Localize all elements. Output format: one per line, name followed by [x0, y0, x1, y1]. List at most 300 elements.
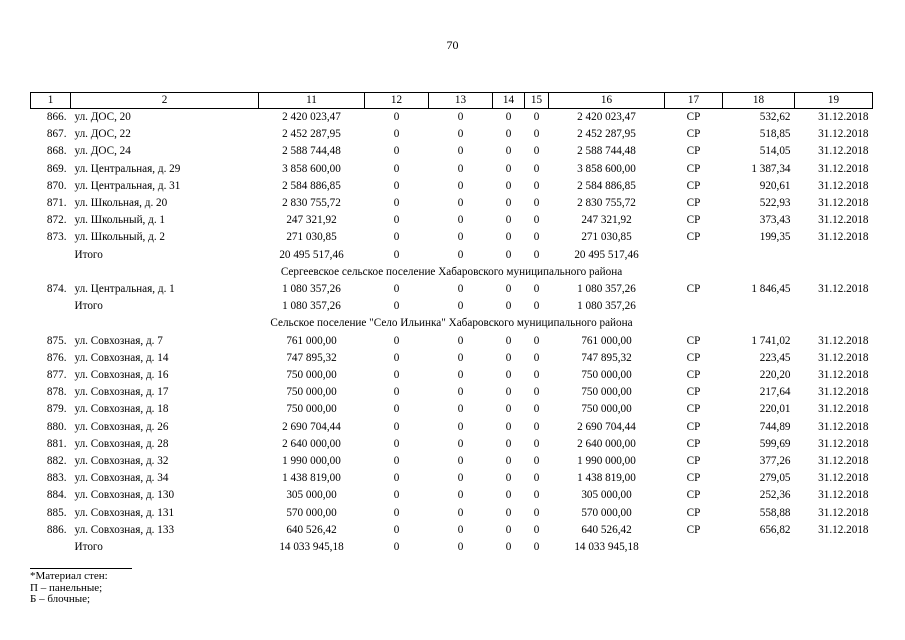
address-cell: ул. Совхозная, д. 7: [74, 334, 163, 347]
table-row: [31, 281, 873, 298]
total-empty-cell: [723, 247, 795, 264]
wall-material-cell: СР: [686, 506, 701, 519]
value-col-14: 0: [505, 283, 512, 296]
wall-material-cell: СР: [686, 420, 701, 433]
value-col-13: 0: [457, 334, 464, 347]
row-number: 867.: [46, 128, 67, 141]
value-col-13: 0: [457, 523, 464, 536]
address-cell: ул. ДОС, 20: [74, 111, 131, 123]
column-header: 12: [365, 93, 429, 109]
table-row: [31, 126, 873, 143]
date-cell: 31.12.2018: [818, 351, 869, 364]
area-cell: 279,05: [759, 472, 791, 485]
value-col-15: 0: [533, 179, 540, 192]
table-row: [31, 333, 873, 350]
area-cell: 599,69: [759, 437, 791, 450]
value-col-13: 0: [457, 437, 464, 450]
date-cell: 31.12.2018: [818, 179, 869, 192]
value-col-13: 0: [457, 420, 464, 433]
wall-material-cell: СР: [686, 111, 701, 123]
value-col-11: 1 080 357,26: [282, 283, 341, 296]
value-col-16: 750 000,00: [581, 403, 632, 416]
total-empty-cell: [665, 298, 723, 315]
value-col-14: 0: [505, 231, 512, 244]
row-number: 881.: [46, 437, 67, 450]
date-cell: 31.12.2018: [818, 523, 869, 536]
value-col-11: 750 000,00: [286, 386, 337, 399]
value-col-14: 0: [505, 369, 512, 382]
value-col-16: 2 584 886,85: [577, 179, 636, 192]
value-col-15: 0: [533, 145, 540, 158]
area-cell: 220,01: [759, 403, 791, 416]
area-cell: 1 387,34: [751, 162, 791, 175]
value-col-15: 0: [533, 214, 540, 227]
row-number: 869.: [46, 162, 67, 175]
wall-material-cell: СР: [686, 231, 701, 244]
column-header: 14: [493, 93, 525, 109]
value-col-16: 1 080 357,26: [577, 283, 636, 296]
area-cell: 558,88: [759, 506, 791, 519]
row-number: 871.: [46, 197, 67, 210]
total-col-14: 0: [505, 248, 512, 261]
area-cell: 217,64: [759, 386, 791, 399]
wall-material-cell: СР: [686, 403, 701, 416]
value-col-14: 0: [505, 506, 512, 519]
footnote-divider: [30, 568, 132, 569]
value-col-15: 0: [533, 472, 540, 485]
value-col-15: 0: [533, 489, 540, 502]
row-number: 870.: [46, 179, 67, 192]
area-cell: 656,82: [759, 523, 791, 536]
value-col-15: 0: [533, 437, 540, 450]
total-col-16: 1 080 357,26: [577, 300, 636, 313]
value-col-16: 305 000,00: [581, 489, 632, 502]
total-empty-cell: [795, 539, 873, 556]
value-col-11: 640 526,42: [286, 523, 337, 536]
value-col-11: 1 438 819,00: [282, 472, 341, 485]
total-col-11: 1 080 357,26: [282, 300, 341, 313]
date-cell: 31.12.2018: [818, 283, 869, 296]
area-cell: 532,62: [759, 111, 791, 123]
value-col-11: 2 640 000,00: [282, 437, 341, 450]
value-col-13: 0: [457, 179, 464, 192]
wall-material-cell: СР: [686, 369, 701, 382]
row-number: 879.: [46, 403, 67, 416]
value-col-11: 2 420 023,47: [282, 111, 341, 123]
total-col-14: 0: [505, 300, 512, 313]
value-col-14: 0: [505, 214, 512, 227]
total-row: [31, 539, 873, 556]
address-cell: ул. Совхозная, д. 131: [74, 506, 175, 519]
value-col-16: 2 690 704,44: [577, 420, 636, 433]
total-empty-cell: [665, 539, 723, 556]
value-col-12: 0: [393, 283, 400, 296]
table-row: [31, 436, 873, 453]
value-col-12: 0: [393, 420, 400, 433]
area-cell: 744,89: [759, 420, 791, 433]
value-col-14: 0: [505, 334, 512, 347]
total-row: [31, 298, 873, 315]
value-col-16: 2 420 023,47: [577, 111, 636, 123]
value-col-12: 0: [393, 506, 400, 519]
total-col-16: 20 495 517,46: [574, 248, 639, 261]
value-col-11: 3 858 600,00: [282, 162, 341, 175]
column-header: 11: [259, 93, 365, 109]
value-col-15: 0: [533, 420, 540, 433]
column-header: 18: [723, 93, 795, 109]
value-col-14: 0: [505, 145, 512, 158]
row-number: 880.: [46, 420, 67, 433]
area-cell: 220,20: [759, 369, 791, 382]
footnote-line: *Материал стен:: [30, 570, 108, 582]
value-col-15: 0: [533, 283, 540, 296]
value-col-11: 2 690 704,44: [282, 420, 341, 433]
value-col-11: 247 321,92: [286, 214, 337, 227]
value-col-12: 0: [393, 455, 400, 468]
value-col-13: 0: [457, 472, 464, 485]
address-cell: ул. ДОС, 24: [74, 145, 131, 158]
row-number: 884.: [46, 489, 67, 502]
value-col-12: 0: [393, 162, 400, 175]
area-cell: 518,85: [759, 128, 791, 141]
header-row: [31, 93, 873, 109]
row-number: 885.: [46, 506, 67, 519]
section-title: Сергеевское сельское поселение Хабаровского муниципального района: [280, 265, 623, 278]
total-col-11: 14 033 945,18: [279, 541, 344, 554]
row-number: 886.: [46, 523, 67, 536]
table-body: [31, 109, 873, 557]
page-number: 70: [446, 38, 459, 52]
row-number: 877.: [46, 369, 67, 382]
area-cell: 522,93: [759, 197, 791, 210]
wall-material-cell: СР: [686, 162, 701, 175]
total-row-number-empty: [31, 298, 71, 315]
value-col-15: 0: [533, 162, 540, 175]
total-col-15: 0: [533, 300, 540, 313]
value-col-14: 0: [505, 455, 512, 468]
address-cell: ул. Совхозная, д. 16: [74, 369, 169, 382]
date-cell: 31.12.2018: [818, 386, 869, 399]
value-col-14: 0: [505, 111, 512, 123]
row-number: 874.: [46, 283, 67, 296]
row-number: 866.: [46, 111, 67, 123]
value-col-15: 0: [533, 351, 540, 364]
value-col-13: 0: [457, 197, 464, 210]
address-cell: ул. Центральная, д. 31: [74, 179, 181, 192]
total-row: [31, 247, 873, 264]
table-row: [31, 161, 873, 178]
value-col-15: 0: [533, 386, 540, 399]
date-cell: 31.12.2018: [818, 437, 869, 450]
table-row: [31, 350, 873, 367]
total-label: Итого: [74, 248, 103, 261]
wall-material-cell: СР: [686, 386, 701, 399]
table-row: [31, 229, 873, 246]
total-col-16: 14 033 945,18: [574, 541, 639, 554]
value-col-13: 0: [457, 145, 464, 158]
total-row-number-empty: [31, 539, 71, 556]
date-cell: 31.12.2018: [818, 111, 869, 123]
column-header: 16: [549, 93, 665, 109]
value-col-12: 0: [393, 334, 400, 347]
value-col-11: 2 452 287,95: [282, 128, 341, 141]
total-empty-cell: [795, 298, 873, 315]
value-col-13: 0: [457, 403, 464, 416]
value-col-12: 0: [393, 403, 400, 416]
date-cell: 31.12.2018: [818, 214, 869, 227]
area-cell: 1 846,45: [751, 283, 791, 296]
value-col-15: 0: [533, 111, 540, 123]
table-row: [31, 419, 873, 436]
section-title-row: [31, 264, 873, 281]
date-cell: 31.12.2018: [818, 506, 869, 519]
area-cell: 199,35: [759, 231, 791, 244]
area-cell: 514,05: [759, 145, 791, 158]
wall-material-cell: СР: [686, 214, 701, 227]
date-cell: 31.12.2018: [818, 489, 869, 502]
value-col-15: 0: [533, 455, 540, 468]
wall-material-cell: СР: [686, 128, 701, 141]
value-col-12: 0: [393, 369, 400, 382]
row-number: 872.: [46, 214, 67, 227]
value-col-16: 761 000,00: [581, 334, 632, 347]
area-cell: 377,26: [759, 455, 791, 468]
value-col-16: 2 640 000,00: [577, 437, 636, 450]
column-header: 1: [31, 93, 71, 109]
row-number: 868.: [46, 145, 67, 158]
value-col-13: 0: [457, 489, 464, 502]
total-label: Итого: [74, 300, 103, 313]
value-col-16: 570 000,00: [581, 506, 632, 519]
value-col-16: 2 830 755,72: [577, 197, 636, 210]
value-col-12: 0: [393, 472, 400, 485]
row-number: 883.: [46, 472, 67, 485]
total-row-number-empty: [31, 247, 71, 264]
value-col-13: 0: [457, 128, 464, 141]
value-col-12: 0: [393, 351, 400, 364]
value-col-14: 0: [505, 179, 512, 192]
address-cell: ул. ДОС, 22: [74, 128, 131, 141]
address-cell: ул. Центральная, д. 1: [74, 283, 175, 296]
value-col-16: 1 990 000,00: [577, 455, 636, 468]
address-cell: ул. Совхозная, д. 18: [74, 403, 169, 416]
table-row: [31, 522, 873, 539]
value-col-11: 750 000,00: [286, 403, 337, 416]
total-col-12: 0: [393, 541, 400, 554]
total-col-14: 0: [505, 541, 512, 554]
total-empty-cell: [723, 539, 795, 556]
value-col-11: 2 584 886,85: [282, 179, 341, 192]
wall-material-cell: СР: [686, 523, 701, 536]
date-cell: 31.12.2018: [818, 369, 869, 382]
table-row: [31, 109, 873, 127]
value-col-11: 2 830 755,72: [282, 197, 341, 210]
value-col-12: 0: [393, 437, 400, 450]
row-number: 876.: [46, 351, 67, 364]
value-col-14: 0: [505, 403, 512, 416]
date-cell: 31.12.2018: [818, 231, 869, 244]
value-col-15: 0: [533, 197, 540, 210]
value-col-16: 750 000,00: [581, 369, 632, 382]
value-col-16: 640 526,42: [581, 523, 632, 536]
total-col-13: 0: [457, 300, 464, 313]
wall-material-cell: СР: [686, 145, 701, 158]
value-col-14: 0: [505, 489, 512, 502]
value-col-13: 0: [457, 111, 464, 123]
value-col-16: 2 588 744,48: [577, 145, 636, 158]
value-col-11: 305 000,00: [286, 489, 337, 502]
value-col-14: 0: [505, 420, 512, 433]
value-col-11: 1 990 000,00: [282, 455, 341, 468]
footnote: [30, 568, 132, 606]
value-col-16: 1 438 819,00: [577, 472, 636, 485]
value-col-15: 0: [533, 231, 540, 244]
column-header: 17: [665, 93, 723, 109]
footnote-line: П – панельные;: [30, 581, 103, 594]
value-col-16: 747 895,32: [581, 351, 632, 364]
total-empty-cell: [795, 247, 873, 264]
area-cell: 920,61: [759, 179, 791, 192]
date-cell: 31.12.2018: [818, 162, 869, 175]
row-number: 878.: [46, 386, 67, 399]
date-cell: 31.12.2018: [818, 455, 869, 468]
table-row: [31, 505, 873, 522]
total-col-11: 20 495 517,46: [279, 248, 344, 261]
address-cell: ул. Совхозная, д. 32: [74, 455, 169, 468]
value-col-15: 0: [533, 334, 540, 347]
wall-material-cell: СР: [686, 455, 701, 468]
value-col-16: 2 452 287,95: [577, 128, 636, 141]
address-cell: ул. Совхозная, д. 133: [74, 523, 175, 536]
table-row: [31, 212, 873, 229]
value-col-13: 0: [457, 386, 464, 399]
address-cell: ул. Центральная, д. 29: [74, 162, 181, 175]
value-col-14: 0: [505, 128, 512, 141]
value-col-15: 0: [533, 506, 540, 519]
value-col-15: 0: [533, 369, 540, 382]
date-cell: 31.12.2018: [818, 197, 869, 210]
area-cell: 1 741,02: [751, 334, 791, 347]
date-cell: 31.12.2018: [818, 420, 869, 433]
wall-material-cell: СР: [686, 283, 701, 296]
value-col-13: 0: [457, 162, 464, 175]
date-cell: 31.12.2018: [818, 334, 869, 347]
value-col-16: 3 858 600,00: [577, 162, 636, 175]
table-row: [31, 470, 873, 487]
value-col-13: 0: [457, 506, 464, 519]
column-header: 19: [795, 93, 873, 109]
value-col-12: 0: [393, 523, 400, 536]
value-col-11: 747 895,32: [286, 351, 337, 364]
date-cell: 31.12.2018: [818, 128, 869, 141]
value-col-11: 2 588 744,48: [282, 145, 341, 158]
value-col-15: 0: [533, 523, 540, 536]
address-cell: ул. Школьный, д. 2: [74, 231, 166, 244]
value-col-12: 0: [393, 231, 400, 244]
table-row: [31, 178, 873, 195]
row-number: 875.: [46, 334, 67, 347]
total-col-13: 0: [457, 248, 464, 261]
value-col-14: 0: [505, 386, 512, 399]
value-col-12: 0: [393, 386, 400, 399]
value-col-11: 271 030,85: [286, 231, 337, 244]
area-cell: 223,45: [759, 351, 791, 364]
wall-material-cell: СР: [686, 197, 701, 210]
value-col-16: 750 000,00: [581, 386, 632, 399]
table-row: [31, 453, 873, 470]
table-row: [31, 195, 873, 212]
total-col-13: 0: [457, 541, 464, 554]
value-col-16: 247 321,92: [581, 214, 632, 227]
date-cell: 31.12.2018: [818, 472, 869, 485]
total-empty-cell: [723, 298, 795, 315]
value-col-12: 0: [393, 214, 400, 227]
value-col-13: 0: [457, 214, 464, 227]
value-col-13: 0: [457, 351, 464, 364]
address-cell: ул. Совхозная, д. 14: [74, 351, 169, 364]
column-header: 13: [429, 93, 493, 109]
section-title: Сельское поселение "Село Ильинка" Хабаровского муниципального района: [270, 317, 633, 330]
table-row: [31, 367, 873, 384]
value-col-12: 0: [393, 179, 400, 192]
value-col-15: 0: [533, 403, 540, 416]
wall-material-cell: СР: [686, 489, 701, 502]
value-col-14: 0: [505, 472, 512, 485]
value-col-15: 0: [533, 128, 540, 141]
wall-material-cell: СР: [686, 351, 701, 364]
wall-material-cell: СР: [686, 179, 701, 192]
value-col-11: 750 000,00: [286, 369, 337, 382]
value-col-13: 0: [457, 369, 464, 382]
housing-table: [30, 92, 873, 556]
value-col-14: 0: [505, 351, 512, 364]
address-cell: ул. Школьный, д. 1: [74, 214, 166, 227]
area-cell: 252,36: [759, 489, 791, 502]
wall-material-cell: СР: [686, 334, 701, 347]
address-cell: ул. Школьная, д. 20: [74, 197, 168, 210]
date-cell: 31.12.2018: [818, 145, 869, 158]
value-col-16: 271 030,85: [581, 231, 632, 244]
section-title-row: [31, 315, 873, 332]
value-col-12: 0: [393, 197, 400, 210]
value-col-14: 0: [505, 197, 512, 210]
value-col-14: 0: [505, 437, 512, 450]
value-col-12: 0: [393, 489, 400, 502]
column-header: 15: [525, 93, 549, 109]
table-header: [31, 93, 873, 109]
table-row: [31, 143, 873, 160]
value-col-12: 0: [393, 111, 400, 123]
value-col-11: 761 000,00: [286, 334, 337, 347]
total-col-12: 0: [393, 300, 400, 313]
table-row: [31, 384, 873, 401]
column-header: 2: [71, 93, 259, 109]
wall-material-cell: СР: [686, 472, 701, 485]
total-col-15: 0: [533, 248, 540, 261]
value-col-13: 0: [457, 283, 464, 296]
address-cell: ул. Совхозная, д. 26: [74, 420, 169, 433]
row-number: 873.: [46, 231, 67, 244]
total-col-12: 0: [393, 248, 400, 261]
address-cell: ул. Совхозная, д. 34: [74, 472, 169, 485]
footnote-line: Б – блочные;: [30, 593, 91, 605]
value-col-11: 570 000,00: [286, 506, 337, 519]
value-col-13: 0: [457, 231, 464, 244]
value-col-13: 0: [457, 455, 464, 468]
total-col-15: 0: [533, 541, 540, 554]
wall-material-cell: СР: [686, 437, 701, 450]
value-col-12: 0: [393, 145, 400, 158]
